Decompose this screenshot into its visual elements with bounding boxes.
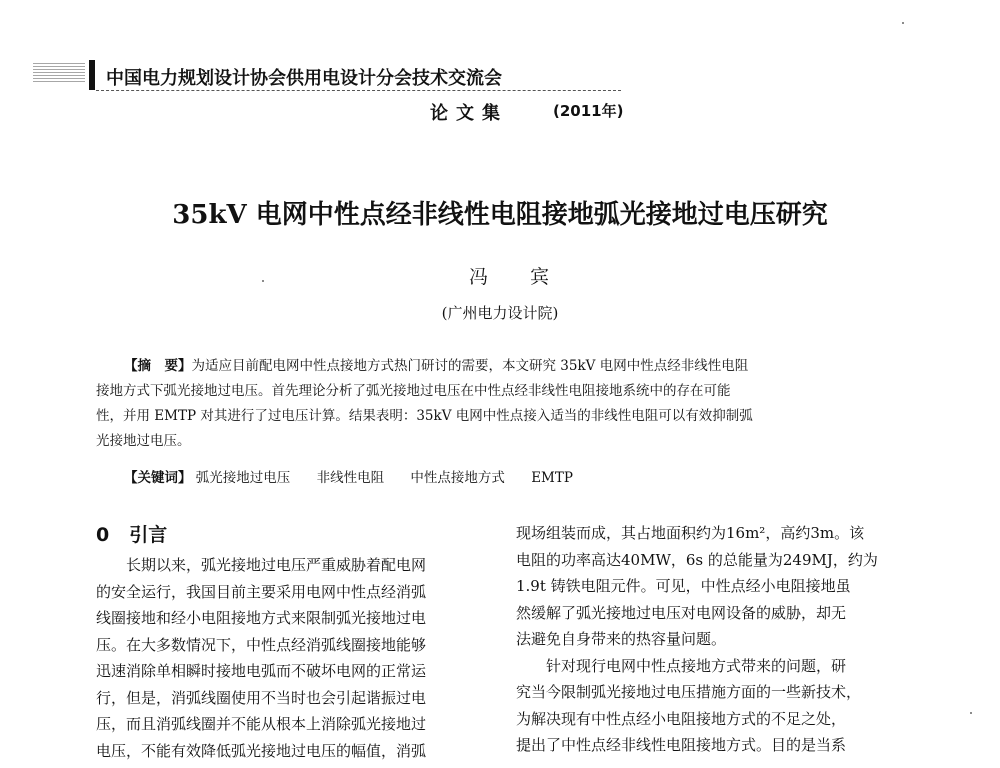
keyword: 中性点接地方式 (410, 470, 505, 486)
body-line: 压。在大多数情况下，中性点经消弧线圈接地能够 (96, 635, 427, 654)
scan-speck (970, 712, 972, 714)
section-heading (96, 520, 484, 550)
abstract (96, 354, 904, 454)
keyword: 非线性电阻 (316, 470, 385, 486)
body-line: 为解决现有中性点经小电阻接地方式的不足之处， (516, 709, 847, 728)
abstract-line: 光接地过电压。 (96, 433, 191, 449)
paper-author: 冯 宾 (468, 266, 568, 288)
abstract-label: 【摘 要】 (124, 358, 192, 374)
scan-speck (262, 280, 264, 282)
conference-title: 中国电力规划设计协会供用电设计分会技术交流会 (106, 68, 502, 89)
keyword: 弧光接地过电压 (195, 470, 291, 486)
collection-year: (2011年) (553, 102, 624, 120)
paper-affiliation: (广州电力设计院) (441, 304, 559, 322)
right-column (516, 520, 904, 759)
body-line: 电压，不能有效降低弧光接地过电压的幅值，消弧 (96, 741, 427, 760)
body-line: 行，但是，消弧线圈使用不当时也会引起谐振过电 (96, 688, 427, 707)
body-line: 然缓解了弧光接地过电压对电网设备的威胁，却无 (516, 603, 847, 622)
body-line: 电阻的功率高达40MW，6s 的总能量为249MJ，约为 (516, 550, 878, 569)
keywords (124, 466, 595, 486)
keyword: EMTP (531, 470, 573, 486)
header-rule (96, 90, 621, 91)
body-line: 提出了中性点经非线性电阻接地方式。目的是当系 (516, 736, 847, 754)
body-line: 长期以来，弧光接地过电压严重威胁着配电网 (126, 556, 427, 574)
body-line: 究当今限制弧光接地过电压措施方面的一些新技术， (516, 683, 862, 701)
body-line: 针对现行电网中性点接地方式带来的问题，研 (546, 656, 847, 675)
abstract-line: 接地方式下弧光接地过电压。首先理论分析了弧光接地过电压在中性点经非线性电阻接地系统中的存在可能 (96, 383, 731, 399)
header-bar (89, 60, 95, 90)
body-line: 现场组装而成，其占地面积约为16m²，高约3m。该 (516, 524, 865, 542)
left-column (96, 520, 484, 764)
section-number: 0 (96, 524, 110, 546)
body-line: 1.9t 铸铁电阻元件。可见，中性点经小电阻接地虽 (516, 577, 851, 595)
keywords-label: 【关键词】 (124, 470, 192, 486)
body-line: 迅速消除单相瞬时接地电弧而不破坏电网的正常运 (96, 662, 427, 680)
abstract-line: 【摘 要】为适应目前配电网中性点接地方式热门研讨的需要，本文研究 35kV 电网中性点经非线性电阻 (124, 358, 749, 374)
scan-speck (902, 22, 904, 24)
body-line: 的安全运行，我国目前主要采用电网中性点经消弧 (96, 582, 427, 601)
header-decoration (33, 62, 85, 82)
body-line: 线圈接地和经小电阻接地方式来限制弧光接地过电 (96, 609, 427, 627)
body-line: 法避免自身带来的热容量问题。 (516, 630, 727, 648)
section-title: 引言 (129, 524, 168, 546)
abstract-line: 性，并用 EMTP 对其进行了过电压计算。结果表明：35kV 电网中性点接入适当的非线性电阻可以有效抑制弧 (96, 408, 753, 424)
body-line: 压，而且消弧线圈并不能从根本上消除弧光接地过 (96, 715, 427, 733)
collection-label: 论文集 (430, 103, 508, 124)
paper-title: 35kV 电网中性点经非线性电阻接地弧光接地过电压研究 (172, 200, 828, 230)
